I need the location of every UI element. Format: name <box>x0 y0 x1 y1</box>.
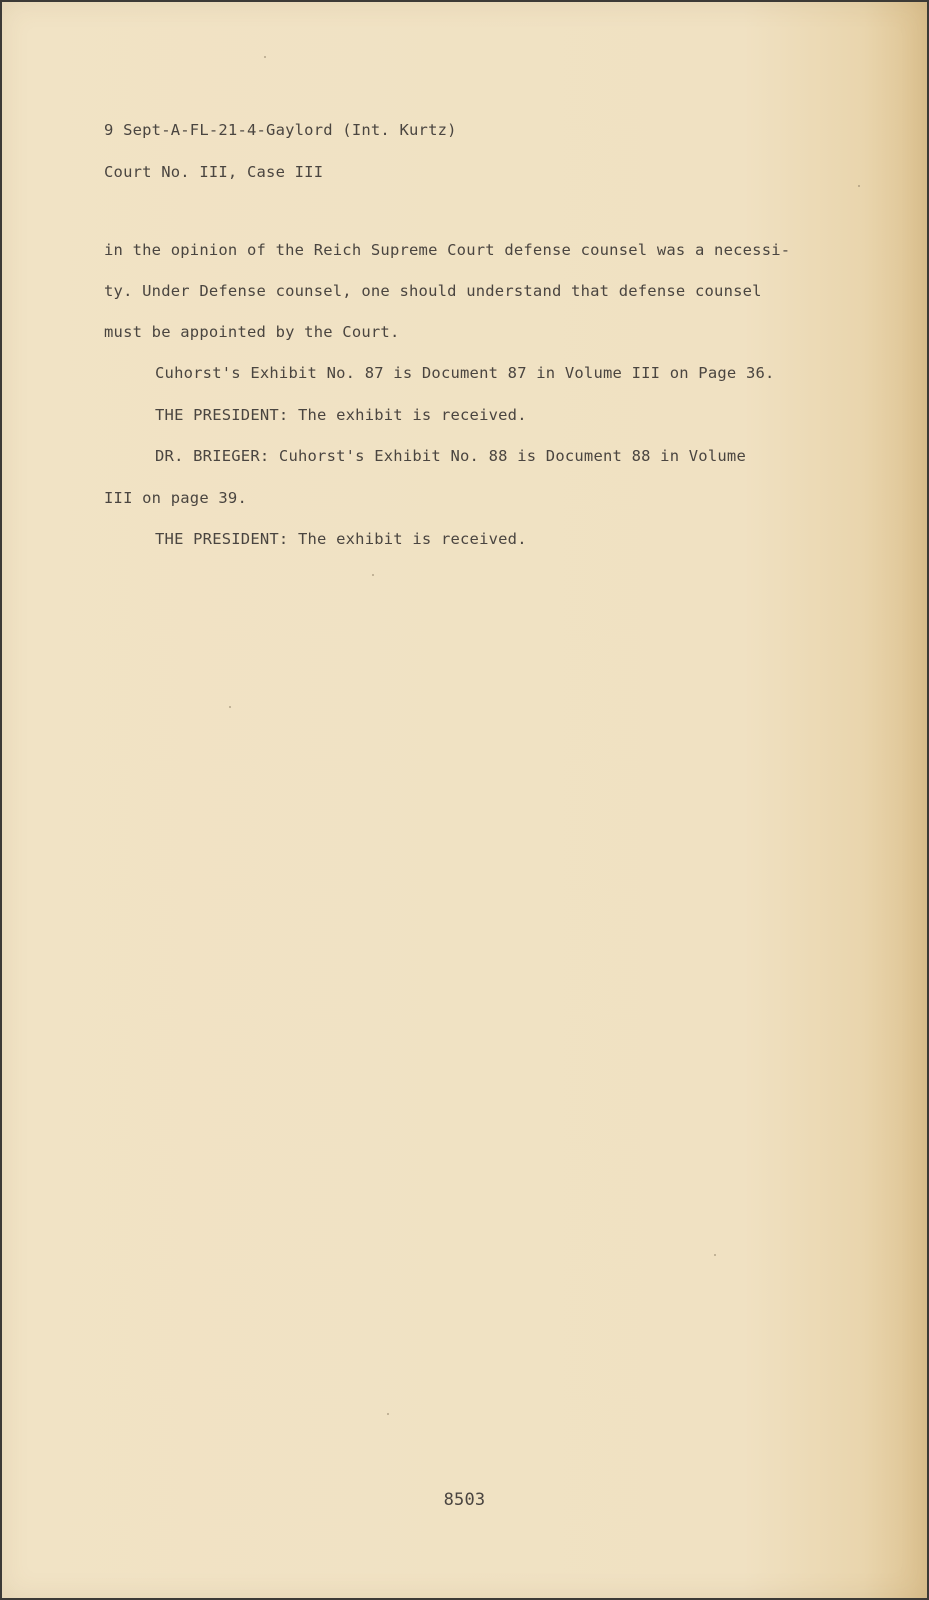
paper-speck <box>387 1413 389 1415</box>
body-text-line: in the opinion of the Reich Supreme Court defense counsel was a necessi- <box>104 241 791 259</box>
paper-speck <box>264 56 266 58</box>
paper-speck <box>229 706 231 708</box>
body-text-line: III on page 39. <box>104 489 247 507</box>
header-reference-line: 9 Sept-A-FL-21-4-Gaylord (Int. Kurtz) <box>104 121 457 139</box>
paper-speck <box>714 1254 716 1256</box>
header-court-line: Court No. III, Case III <box>104 163 324 181</box>
paper-speck <box>372 574 374 576</box>
body-text-line: Cuhorst's Exhibit No. 87 is Document 87 in Volume III on Page 36. <box>155 364 775 382</box>
body-text-line: THE PRESIDENT: The exhibit is received. <box>155 406 527 424</box>
body-text-line: must be appointed by the Court. <box>104 323 400 341</box>
paper-speck <box>858 185 860 187</box>
page-number: 8503 <box>443 1490 486 1510</box>
body-text-line: ty. Under Defense counsel, one should understand that defense counsel <box>104 282 762 300</box>
body-text-line: THE PRESIDENT: The exhibit is received. <box>155 530 527 548</box>
body-text-line: DR. BRIEGER: Cuhorst's Exhibit No. 88 is Document 88 in Volume <box>155 447 746 465</box>
